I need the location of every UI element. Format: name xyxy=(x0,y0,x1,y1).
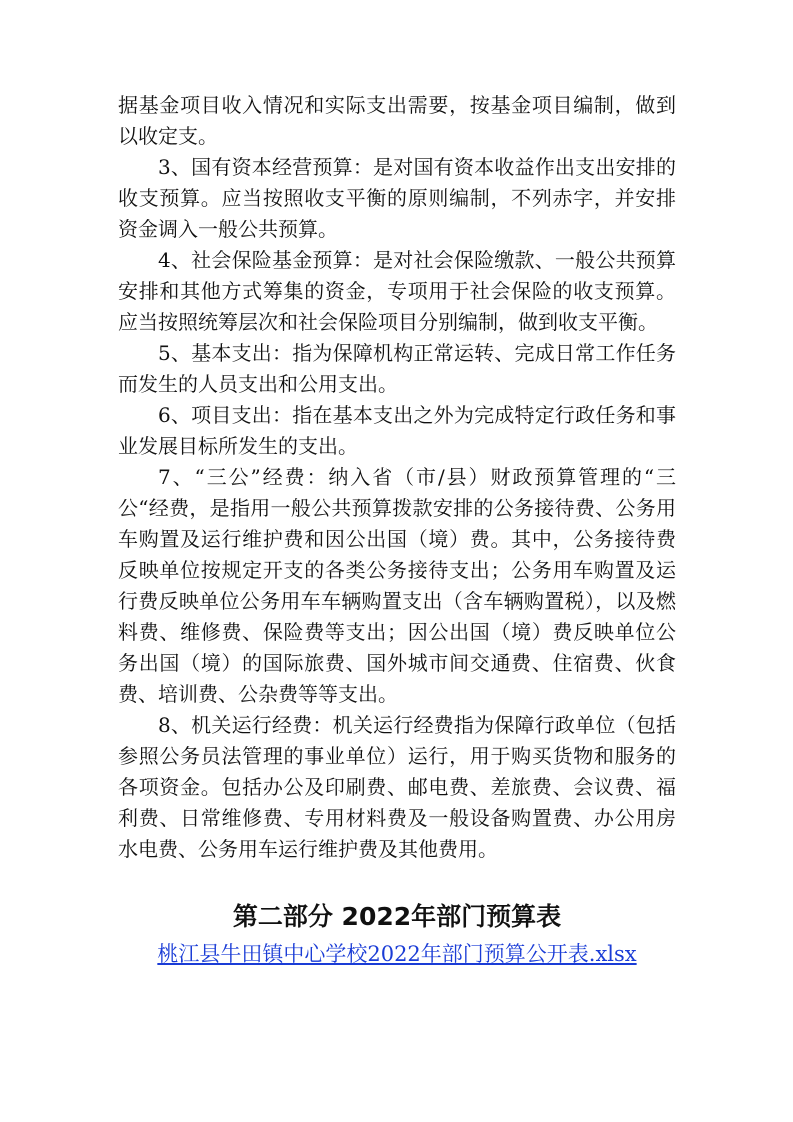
paragraph-three-public-expenses: 7、“三公”经费：纳入省（市/县）财政预算管理的“三公“经费，是指用一般公共预算拨款安排的公务接待费、公务用车购置及运行维护费和因公出国（境）费。其中，公务接待费反映单位按规定开支的各类公务接待支出；公务用车购置及运行费反映单位公务用车车辆购置支出（含车辆购置税），以及燃料费、维修费、保险费等支出；因公出国（境）费反映单位公务出国（境）的国际旅费、国外城市间交通费、住宿费、伙食费、培训费、公杂费等等支出。 xyxy=(118,465,676,706)
document-body xyxy=(118,90,676,865)
budget-spreadsheet-link[interactable]: 桃江县牛田镇中心学校2022年部门预算公开表.xlsx xyxy=(157,942,637,966)
paragraph-fund-continuation: 据基金项目收入情况和实际支出需要，按基金项目编制，做到以收定支。 xyxy=(118,93,676,148)
paragraph-state-capital-budget: 3、国有资本经营预算：是对国有资本收益作出支出安排的收支预算。应当按照收支平衡的原则编制，不列赤字，并安排资金调入一般公共预算。 xyxy=(118,155,676,241)
paragraph-basic-expenditure: 5、基本支出：指为保障机构正常运转、完成日常工作任务而发生的人员支出和公用支出。 xyxy=(118,341,676,396)
paragraph-operating-expenses: 8、机关运行经费：机关运行经费指为保障行政单位（包括参照公务员法管理的事业单位）运行，用于购买货物和服务的各项资金。包括办公及印刷费、邮电费、差旅费、会议费、福利费、日常维修费、专用材料费及一般设备购置费、办公用房水电费、公务用车运行维护费及其他费用。 xyxy=(118,713,676,861)
paragraph-social-insurance-budget: 4、社会保险基金预算：是对社会保险缴款、一般公共预算安排和其他方式筹集的资金，专项用于社会保险的收支预算。应当按照统筹层次和社会保险项目分别编制，做到收支平衡。 xyxy=(118,248,676,334)
section-title: 第二部分 2022年部门预算表 xyxy=(232,902,562,931)
paragraph-project-expenditure: 6、项目支出：指在基本支出之外为完成特定行政任务和事业发展目标所发生的支出。 xyxy=(118,403,676,458)
